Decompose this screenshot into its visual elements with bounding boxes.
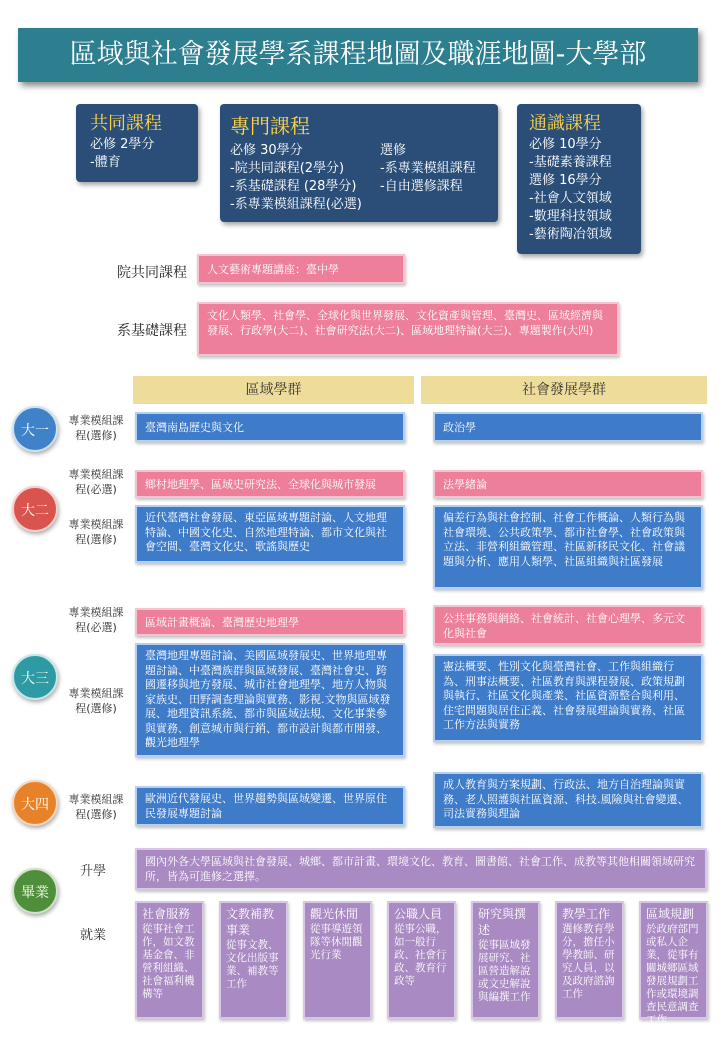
professional-required-line: 必修 30學分 [230,143,303,158]
y2-regional-required-box: 鄉村地理學、區域史研究法、全球化與城市發展 [135,470,405,498]
general-courses-line: 選修 16學分 [529,173,602,188]
job-title: 研究與撰述 [478,907,527,937]
professional-elective-line: -自由選修課程 [380,179,463,194]
y4-social-box: 成人教育與方案規劃、行政法、地方自治理論與實務、老人照護與社區資源、科技.風險與社會變遷、司法實務與理論 [433,772,703,828]
job-box [471,901,540,1019]
job-box [387,901,456,1019]
job-title: 區域規劃 [646,907,695,921]
college-common-box: 人文藝術專題講座：臺中學 [197,254,405,284]
job-title: 教學工作 [562,907,611,921]
y4-regional-box: 歐洲近代發展史、世界趨勢與區域變遷、世界原住民發展專題討論 [135,786,405,826]
further-study-label: 升學 [80,864,107,879]
common-courses-line: 必修 2學分 [90,137,155,152]
professional-courses-heading: 專門課程 [230,114,310,138]
college-common-label: 院共同課程 [117,265,187,281]
job-box [135,901,204,1019]
year-1-circle: 大一 [12,406,58,452]
y2-social-required-box: 法學緒論 [433,470,703,498]
professional-required-line: -系專業模組課程(必選) [230,197,362,212]
general-courses-line: -數理科技領域 [529,209,612,224]
job-desc: 從事公職，如一般行政、社會行政、教育行政等 [394,923,447,987]
professional-courses-box [220,104,498,222]
module-label: 專業模組課程(選修) [68,414,124,442]
general-courses-line: 必修 10學分 [529,137,602,152]
general-courses-line: -社會人文領域 [529,191,612,206]
common-courses-box [76,104,198,182]
group-header-regional: 區域學群 [133,376,414,404]
y3-social-elective-box: 憲法概要、性別文化與臺灣社會、工作與組織行為、刑事法概要、社區教育與課程發展、政策規劃與執行、社區文化與產業、社區資源整合與利用、住宅問題與居住正義、社會發展理論與實務、社區工作方法與實務 [433,654,703,742]
year-3-circle: 大三 [12,654,58,700]
job-desc: 從事導遊領隊等休閒觀光行業 [310,923,363,961]
professional-required-line: -系基礎課程 (28學分) [230,179,357,194]
job-box [303,901,372,1019]
group-header-social: 社會發展學群 [421,376,707,404]
y2-social-elective-box: 偏差行為與社會控制、社會工作概論、人類行為與社會環境、公共政策學、都市社會學、社會政策與立法、非營利組織管理、社區新移民文化、社會議題與分析、應用人類學、社區組織與社區發展 [433,505,703,589]
professional-elective-line: -系專業模組課程 [380,161,476,176]
job-title: 觀光休閒 [310,907,359,921]
further-study-box: 國內外各大學區域與社會發展、城鄉、都市計畫、環境文化、教育、圖書館、社會工作、成教等其他相關領域研究所，皆為可進修之選擇。 [135,848,707,890]
common-courses-heading: 共同課程 [90,113,162,134]
year-2-circle: 大二 [12,486,58,532]
module-label: 專業模組課程(必選) [68,468,124,496]
module-label: 專業模組課程(選修) [68,518,124,546]
y3-regional-elective-box: 臺灣地理專題討論、美國區域發展史、世界地理專題討論、中臺灣族群與區域發展、臺灣社會史、跨國遷移與地方發展、城市社會地理學、地方人物與家族史、田野調查理論與實務、影視.文物與區域發展、地理資訊系統、都市與區域法規、文化事業參與實務、創意城市與行銷、都市設計與都市開發、觀光地理學 [135,643,405,757]
y1-regional-box: 臺灣南島歷史與文化 [135,412,405,442]
job-desc: 選修教育學分，擔任小學教師、研究人員，以及政府諮詢工作 [562,923,615,1000]
y3-regional-required-box: 區域計畫概論、臺灣歷史地理學 [135,608,405,636]
job-desc: 從事社會工作，如文教基金會、非營利組織、社會福利機構等 [142,923,195,1000]
job-desc: 於政府部門或私人企業，從事有關城鄉區域發展規劃工作或環境調查民意調查工作 [646,923,699,1026]
job-desc: 從事區域發展研究、社區營造解說或文史解說與編撰工作 [478,939,531,1003]
job-box [639,901,708,1026]
y3-social-required-box: 公共事務與網絡、社會統計、社會心理學、多元文化與社會 [433,605,703,645]
module-label: 專業模組課程(選修) [68,687,124,715]
dept-basic-box: 文化人類學、社會學、全球化與世界發展、文化資產與管理、臺灣史、區域經濟與發展、行政學(大二)、社會研究法(大二)、區域地理特論(大三)、專題製作(大四) [197,302,619,356]
module-label: 專業模組課程(必選) [68,606,124,634]
page-title: 區域與社會發展學系課程地圖及職涯地圖-大學部 [18,28,698,82]
job-title: 公職人員 [394,907,443,921]
common-courses-line: -體育 [90,155,121,170]
employment-label: 就業 [80,928,107,943]
job-desc: 從事文教、文化出版事業、補教等工作 [226,939,279,990]
general-courses-line: -藝術陶冶領域 [529,227,612,242]
job-box [219,901,288,1019]
general-courses-heading: 通識課程 [529,113,601,134]
graduation-circle: 畢業 [12,868,58,914]
general-courses-box [517,104,641,254]
dept-basic-label: 系基礎課程 [117,323,187,339]
job-box [555,901,624,1019]
y2-regional-elective-box: 近代臺灣社會發展、東亞區域專題討論、人文地理特論、中國文化史、自然地理特論、都市文化與社會空間、臺灣文化史、歌謠與歷史 [135,505,405,563]
y1-social-box: 政治學 [433,412,703,442]
general-courses-line: -基礎素養課程 [529,155,612,170]
job-title: 文教補教事業 [226,907,275,937]
professional-required-line: -院共同課程(2學分) [230,161,345,176]
professional-elective-line: 選修 [380,143,407,158]
module-label: 專業模組課程(選修) [68,793,124,821]
year-4-circle: 大四 [12,780,58,826]
job-title: 社會服務 [142,907,191,921]
